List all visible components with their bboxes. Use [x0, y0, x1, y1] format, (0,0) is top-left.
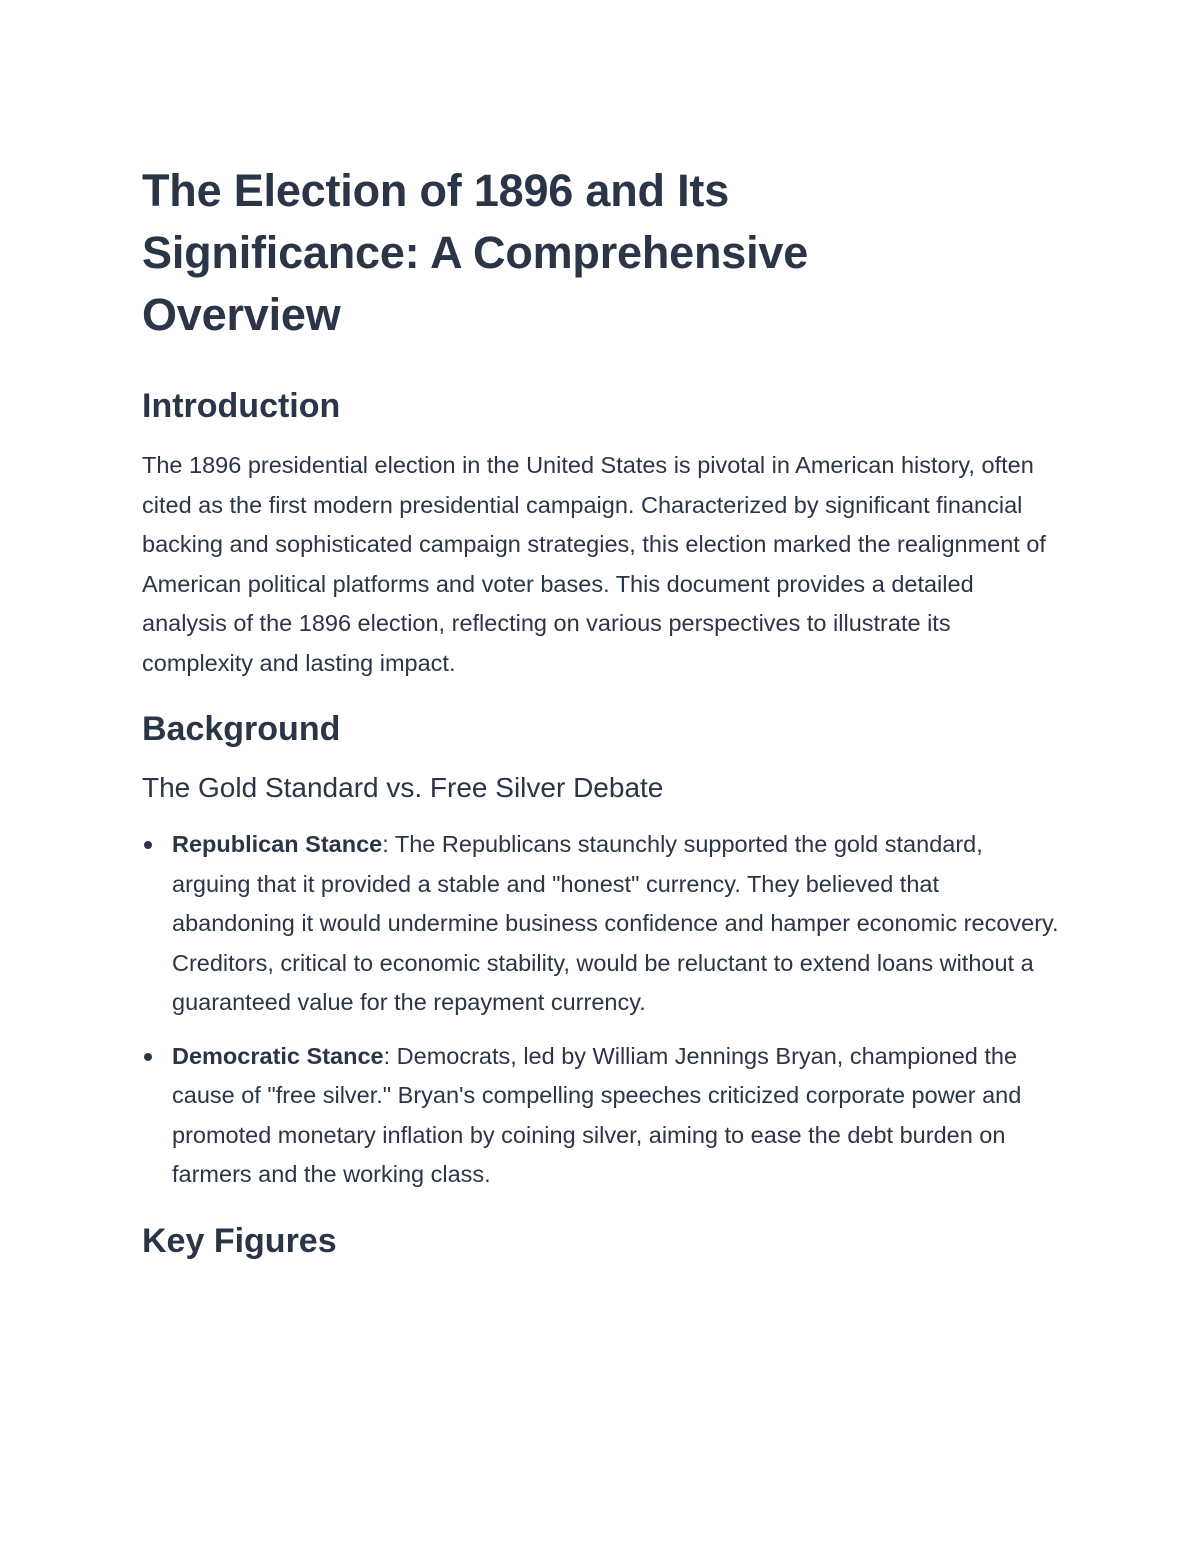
list-item-text: : The Republicans staunchly supported the gold standard, arguing that it provided a stable and "honest" currency. They believed that abandoning it would undermine business confidence and hamper economic recovery. Creditors, critical to economic stability, would be reluctant to extend loans without a guaranteed value for the repayment currency.: [172, 831, 1059, 1015]
section-heading-key-figures: Key Figures: [142, 1221, 337, 1260]
list-item: [142, 825, 1062, 1023]
list-item: [142, 1037, 1062, 1195]
introduction-paragraph: The 1896 presidential election in the United States is pivotal in American history, often cited as the first modern presidential campaign. Characterized by significant financial backing and sophisticated campaign strategies, this election marked the realignment of American political platforms and voter bases. This document provides a detailed analysis of the 1896 election, reflecting on various perspectives to illustrate its complexity and lasting impact.: [142, 452, 1046, 676]
list-item-term: Democratic Stance: [172, 1042, 384, 1069]
document-page: [142, 160, 1062, 1281]
section-heading-background: Background: [142, 710, 341, 748]
list-item-text: : Democrats, led by William Jennings Bryan, championed the cause of "free silver." Bryan's compelling speeches criticized corporate power and promoted monetary inflation by coining silver, aiming to ease the debt burden on farmers and the working class.: [172, 1042, 1022, 1187]
bullet-icon: [144, 841, 152, 849]
bullet-icon: [144, 1053, 152, 1061]
list-item-term: Republican Stance: [172, 831, 383, 857]
stance-list: [142, 825, 1062, 1195]
section-heading-introduction: Introduction: [142, 387, 341, 425]
subsection-heading-gold-vs-silver: The Gold Standard vs. Free Silver Debate: [142, 772, 664, 803]
document-title: The Election of 1896 and Its Significance: A Comprehensive Overview: [142, 165, 809, 340]
